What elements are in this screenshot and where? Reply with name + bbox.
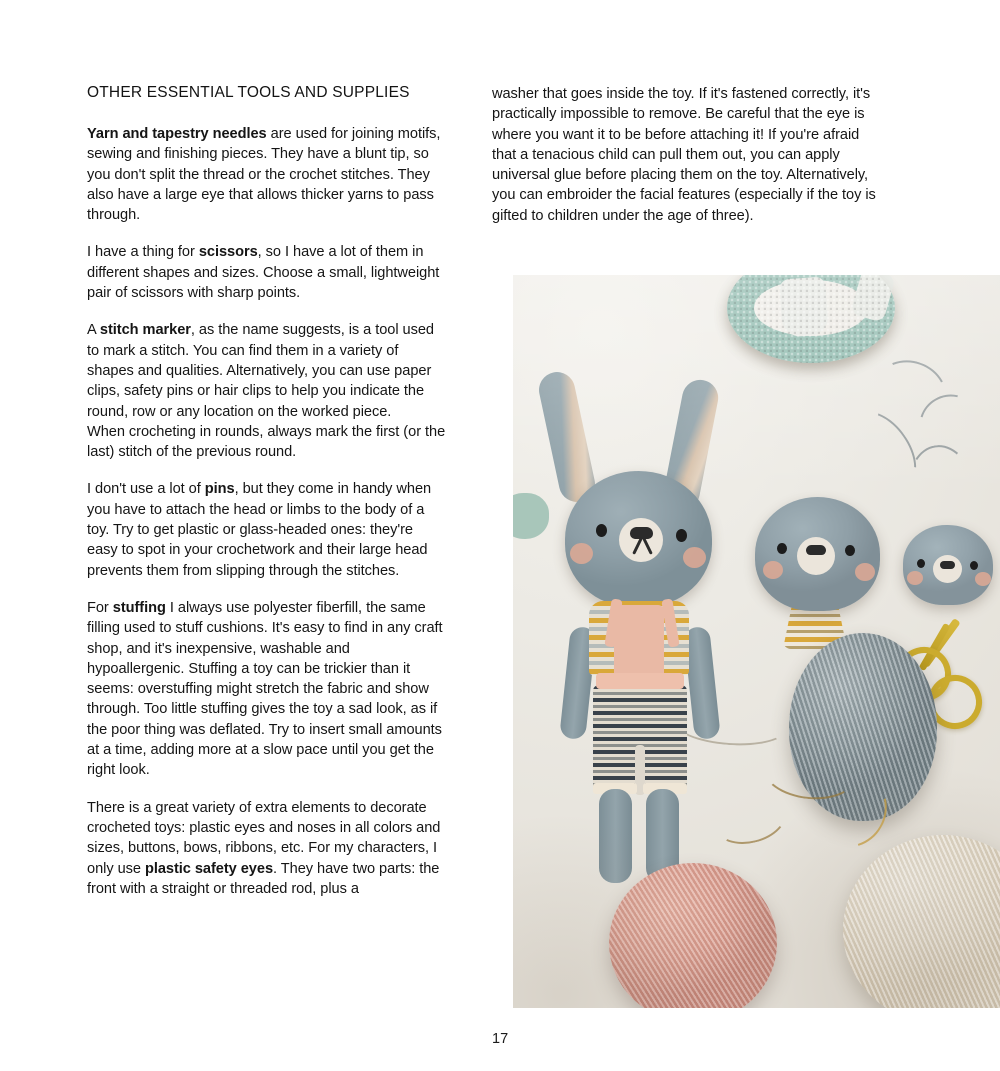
lead-term-plastic-safety-eyes: plastic safety eyes: [144, 860, 274, 877]
page-number: 17: [492, 1031, 509, 1047]
paragraph-pre: A: [87, 322, 100, 339]
paragraph-pre: There is a great variety of extra elements to decorate crocheted toys: plastic eyes and noses in all colors and sizes, buttons, bows, ribbons, etc. For my characters, I only use: [87, 799, 441, 877]
lead-term-pins: pins: [204, 481, 235, 498]
right-text-column: [492, 84, 877, 226]
paragraph-text: , so I have a lot of them in different shapes and sizes. Choose a small, lightweight pair of scissors with sharp points.: [87, 244, 440, 302]
page-title: OTHER ESSENTIAL TOOLS AND SUPPLIES: [87, 84, 410, 101]
paragraph-text: , as the name suggests, is a tool used to mark a stitch. You can find them in a variety of shapes and qualities. Alternatively, you can use paper clips, safety pins or hair clips to help you indicate the round, row or any location on the worked piece.: [87, 322, 435, 420]
paragraph-scissors: [87, 242, 447, 303]
paragraph-text: , but they come in handy when you have to attach the head or limbs to the body of a toy. Try to get plastic or glass-headed ones: they're easy to spot in your crochetwork and their large head prevents them from slipping through the stitches.: [87, 481, 432, 579]
paragraph-text: are used for joining motifs, sewing and finishing pieces. They have a blunt tip, so you don't split the thread or the crochet stitches. They also have a large eye that allows thicker yarns to pass through.: [87, 126, 441, 224]
paragraph-stuffing: [87, 598, 447, 781]
paragraph-text: I always use polyester fiberfill, the same filling used to stuff cushions. It's easy to find in any craft shop, and it's inexpensive, washable and hypoallergenic. Stuffing a toy can be trickier than it seems: overstuffing might stretch the fabric and show through. Too little stuffing gives the toy a sad look, as if the poor thing was deflated. Try to insert small amounts at a time, adding more at a slow pace until you get the right look.: [87, 599, 443, 779]
lead-term-scissors: scissors: [198, 244, 258, 261]
lead-term-stuffing: stuffing: [112, 599, 166, 616]
lead-term-yarn-needles: Yarn and tapestry needles: [87, 126, 267, 142]
paragraph-pre: I have a thing for: [87, 244, 199, 261]
paragraph-pre: I don't use a lot of: [87, 481, 205, 498]
left-text-column: [87, 84, 447, 899]
paragraph-text: . They have two parts: the front with a straight or threaded rod, plus a: [87, 860, 440, 897]
photo-vignette: [513, 275, 1000, 1008]
paragraph-stitch-marker: [87, 320, 447, 462]
paragraph-text-second: When crocheting in rounds, always mark the first (or the last) stitch of the previous round.: [87, 423, 446, 461]
paragraph-safety-eyes-continued: washer that goes inside the toy. If it's fastened correctly, it's practically impossible to remove. Be careful that the eye is where you want it to be before attaching it! If you're afraid that a tenacious child can pull them out, you can apply universal glue before placing them on the toy. Alternatively, you can embroider the facial features (especially if the toy is gifted to children under the age of three).: [492, 86, 876, 224]
paragraph-yarn-needles: [87, 124, 447, 225]
photo-crochet-tools: [513, 275, 1000, 1008]
lead-term-stitch-marker: stitch marker: [99, 322, 191, 339]
paragraph-pins: [87, 479, 447, 580]
paragraph-pre: For: [87, 599, 113, 616]
paragraph-safety-eyes: [87, 798, 447, 899]
